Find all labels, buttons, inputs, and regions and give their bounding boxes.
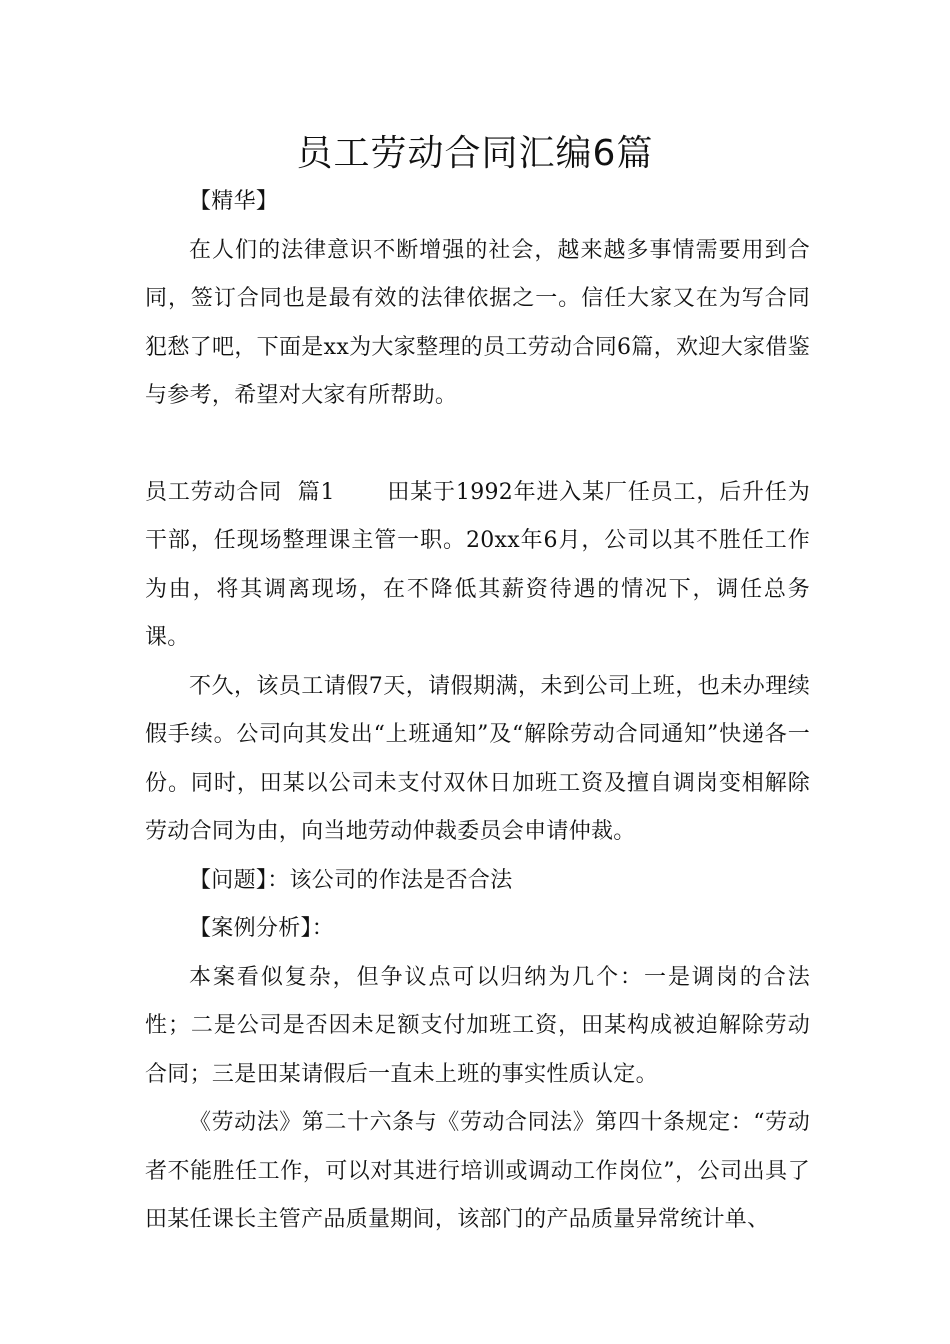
analysis-label: 【案例分析】： <box>189 916 335 941</box>
case-text-1: 田某于1992年进入某厂任员工，后升任为干部，任现场整理课主管一职。20xx年6月，公司以其不胜任工作为由，将其调离现场，在不降低其薪资待遇的情况下，调任总务课。 <box>145 479 810 650</box>
case-paragraph-2: 不久，该员工请假7天，请假期满，未到公司上班，也未办理续假手续。公司向其发出“上班通知”及“解除劳动合同通知”快递各一份。同时，田某以公司未支付双休日加班工资及擅自调岗变相解除劳动合同为由，向当地劳动仲裁委员会申请仲裁。 <box>145 673 810 844</box>
analysis-paragraph-1: 本案看似复杂，但争议点可以归纳为几个：一是调岗的合法性；二是公司是否因未足额支付加班工资，田某构成被迫解除劳动合同；三是田某请假后一直未上班的事实性质认定。 <box>145 964 810 1087</box>
case-heading: 员工劳动合同 篇1 <box>145 479 335 505</box>
document-body <box>145 178 810 1245</box>
document-title: 员工劳动合同汇编6篇 <box>296 133 654 174</box>
tag-label: 【精华】 <box>189 189 279 214</box>
case-paragraph-1 <box>145 469 810 663</box>
intro-paragraph: 在人们的法律意识不断增强的社会，越来越多事情需要用到合同，签订合同也是最有效的法律依据之一。信任大家又在为写合同犯愁了吧，下面是xx为大家整理的员工劳动合同6篇，欢迎大家借鉴与参考，希望对大家有所帮助。 <box>145 237 810 408</box>
question-line: 【问题】：该公司的作法是否合法 <box>189 867 513 893</box>
paragraph-gap <box>145 421 810 469</box>
analysis-paragraph-2: 《劳动法》第二十六条与《劳动合同法》第四十条规定：“劳动者不能胜任工作，可以对其进行培训或调动工作岗位”，公司出具了田某任课长主管产品质量期间，该部门的产品质量异常统计单、 <box>145 1110 810 1232</box>
